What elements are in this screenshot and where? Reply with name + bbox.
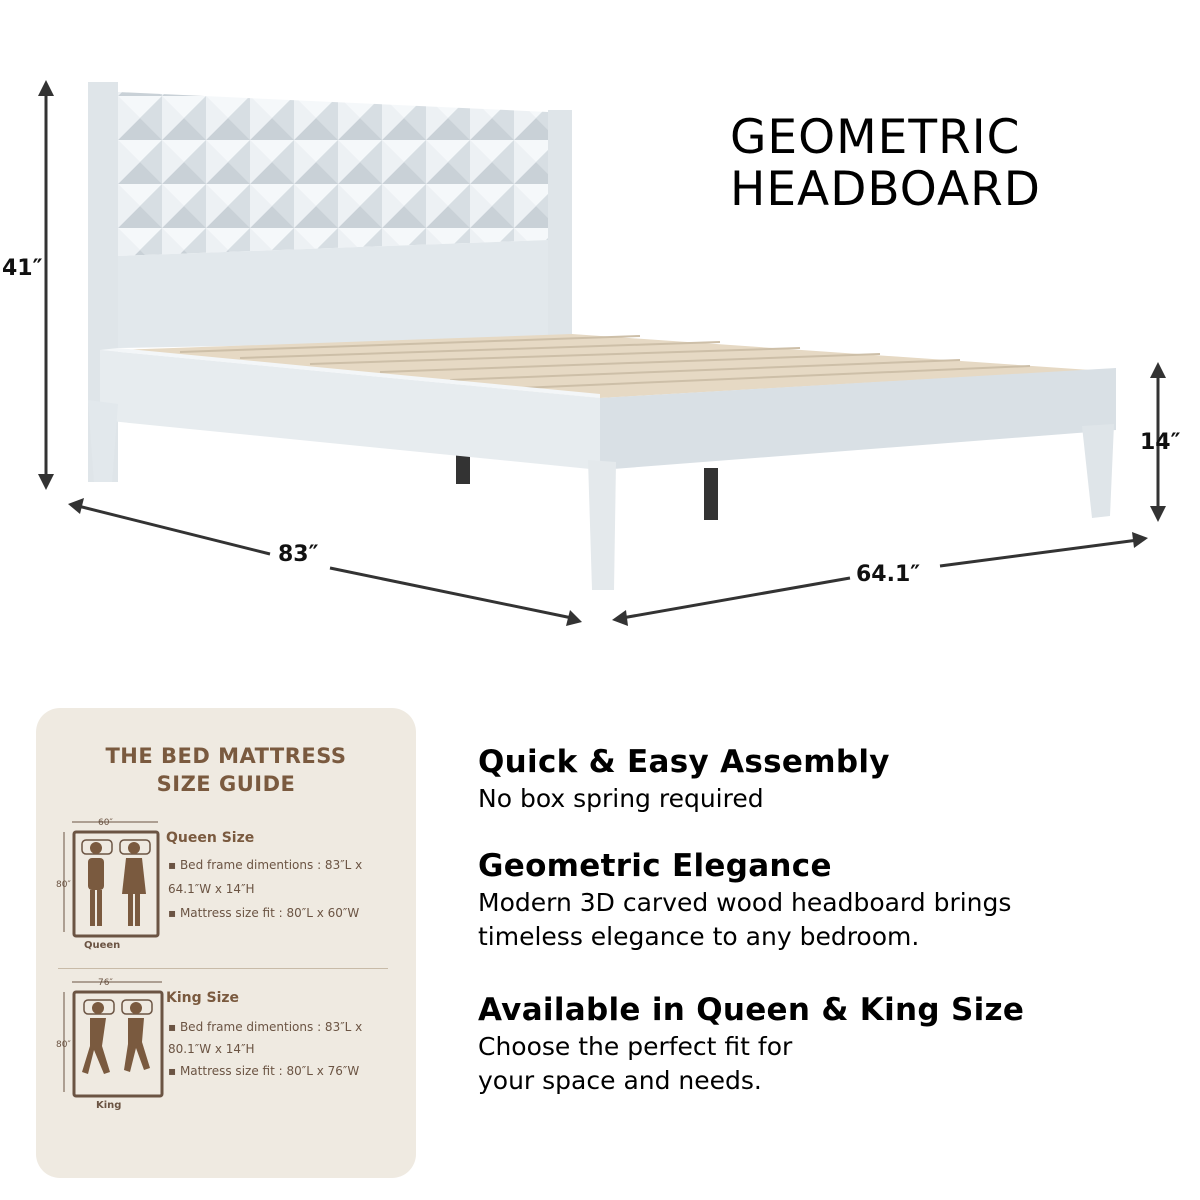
height-dimension-arrow [38,80,54,490]
clearance-label: 14″ [1140,430,1181,455]
feature-elegance-body-1: Modern 3D carved wood headboard brings [478,888,1012,917]
size-guide-card [36,708,416,1178]
card-divider [58,968,388,969]
feature-sizes-body-2: your space and needs. [478,1066,762,1095]
feature-assembly-heading: Quick & Easy Assembly [478,744,890,780]
king-width-label: 76″ [98,978,113,988]
foot-left-leg [588,460,616,590]
size-guide-title-line-1: THE BED MATTRESS [105,744,347,768]
height-label: 41″ [2,256,43,281]
king-caption: King [96,1100,122,1111]
product-title [730,112,1041,216]
queen-frame-dimensions: ▪ Bed frame dimentions : 83″L x [168,858,363,872]
center-support-leg [704,468,718,520]
feature-elegance-body-2: timeless elegance to any bedroom. [478,922,920,951]
king-mattress-fit: ▪ Mattress size fit : 80″L x 76″W [168,1064,360,1078]
title-line-2: HEADBOARD [730,162,1041,217]
king-length-label: 80″ [56,1040,71,1050]
headboard-right-post [548,110,572,342]
feature-elegance-heading: Geometric Elegance [478,848,832,884]
size-guide-title-line-2: SIZE GUIDE [156,772,296,796]
feature-assembly-body: No box spring required [478,784,764,813]
queen-heading: Queen Size [166,830,255,846]
queen-width-label: 60″ [98,818,113,828]
size-guide-title [36,742,416,798]
feature-sizes-body-1: Choose the perfect fit for [478,1032,793,1061]
queen-bed-icon [58,816,176,946]
length-label: 83″ [278,542,319,567]
king-heading: King Size [166,990,240,1006]
queen-caption: Queen [84,940,121,951]
headboard-panel [118,92,548,256]
width-label: 64.1″ [856,562,921,587]
queen-mattress-fit: ▪ Mattress size fit : 80″L x 60″W [168,906,360,920]
title-line-1: GEOMETRIC [730,110,1021,165]
feature-sizes-heading: Available in Queen & King Size [478,992,1025,1028]
length-dimension-arrow [68,498,582,626]
foot-right-leg [1082,424,1114,518]
king-frame-dimensions: ▪ Bed frame dimentions : 83″L x [168,1020,363,1034]
queen-length-label: 80″ [56,880,71,890]
king-frame-dimensions-cont: 80.1″W x 14″H [168,1042,255,1056]
king-bed-icon [58,976,176,1106]
queen-frame-dimensions-cont: 64.1″W x 14″H [168,882,255,896]
